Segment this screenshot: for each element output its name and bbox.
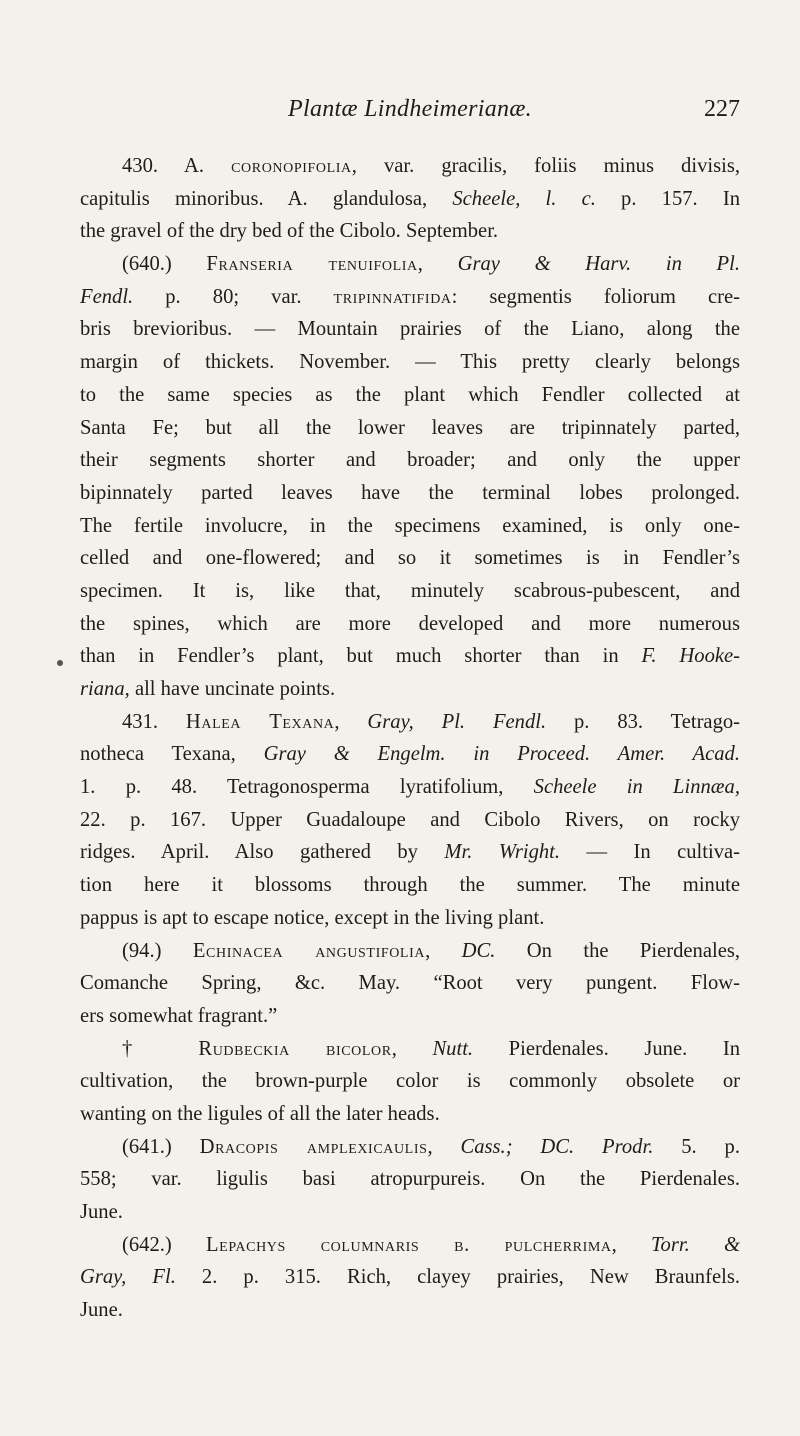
- text-run: On the Pierdenales,: [495, 939, 741, 962]
- text-line: [80, 869, 740, 902]
- text-run: bris brevioribus. — Mountain prairies of the Liano, along the: [80, 318, 740, 341]
- text-line: [80, 248, 740, 281]
- text-run: Santa Fe; but all the lower leaves are tripinnately parted,: [80, 416, 740, 439]
- citation-italic: Scheele in Linnæa,: [533, 776, 740, 799]
- text-line: [80, 1033, 740, 1066]
- taxon-name: Dracopis amplexicaulis: [199, 1135, 428, 1158]
- citation-italic: riana: [80, 678, 125, 700]
- taxon-name: tripinnatifida: [333, 285, 452, 308]
- text-run: ,: [427, 1135, 461, 1158]
- text-line: [80, 738, 740, 771]
- text-line: [80, 412, 740, 445]
- text-line: [80, 379, 740, 412]
- text-line: [80, 935, 740, 968]
- margin-dot-mark: [57, 660, 63, 666]
- text-line: [80, 510, 740, 543]
- text-run: the gravel of the dry bed of the Cibolo. September.: [80, 220, 499, 243]
- citation-italic: Cass.; DC. Prodr.: [460, 1135, 654, 1158]
- text-line: [80, 1261, 740, 1294]
- text-run: the spines, which are more developed and more numerous: [80, 612, 740, 635]
- text-run: ers somewhat fragrant.”: [80, 1004, 278, 1027]
- text-run: June.: [80, 1299, 123, 1322]
- citation-italic: F. Hooke-: [641, 645, 740, 668]
- page-number: 227: [704, 96, 740, 122]
- text-run: ,: [391, 1037, 433, 1060]
- text-run: 430. A.: [122, 155, 232, 177]
- text-line: [80, 1000, 740, 1033]
- text-run: margin of thickets. November. — This pretty clearly belongs: [80, 351, 740, 374]
- text-line: [80, 575, 740, 608]
- text-line: [80, 1229, 740, 1262]
- text-line: [80, 967, 740, 1000]
- running-header: [80, 96, 740, 130]
- taxon-name: coronopifolia: [231, 155, 352, 177]
- citation-italic: Gray & Engelm. in Proceed. Amer. Acad.: [263, 743, 740, 766]
- taxon-name: Rudbeckia bicolor: [198, 1037, 392, 1060]
- text-line: [80, 640, 740, 673]
- text-run: The fertile involucre, in the specimens examined, is only one-: [80, 514, 740, 537]
- citation-italic: Scheele, l. c.: [452, 187, 596, 210]
- text-line: [80, 215, 740, 248]
- citation-italic: Torr. &: [651, 1233, 741, 1256]
- text-run: specimen. It is, like that, minutely scabrous-pubescent, and: [80, 579, 740, 602]
- taxon-name: Lepachys columnaris β. pulcherrima: [206, 1233, 612, 1256]
- text-line: [80, 706, 740, 739]
- text-run: p. 157. In: [595, 187, 741, 210]
- text-run: Comanche Spring, &c. May. “Root very pungent. Flow-: [80, 972, 740, 995]
- text-run: than in Fendler’s plant, but much shorter than in: [80, 645, 642, 668]
- text-line: [80, 902, 740, 935]
- citation-italic: Fendl.: [80, 285, 134, 308]
- text-line: [80, 804, 740, 837]
- text-line: [80, 1163, 740, 1196]
- text-line: [80, 771, 740, 804]
- text-line: [80, 608, 740, 641]
- text-run: June.: [80, 1201, 123, 1223]
- text-run: : segmentis foliorum cre-: [451, 285, 740, 308]
- text-line: [80, 1196, 740, 1229]
- text-run: Pierdenales. June. In: [473, 1037, 740, 1060]
- text-run: (642.): [122, 1233, 206, 1256]
- taxon-name: Halea Texana: [185, 710, 335, 733]
- text-line: [80, 183, 740, 216]
- text-run: †: [122, 1037, 199, 1060]
- text-run: 431.: [122, 710, 186, 733]
- text-line: [80, 1065, 740, 1098]
- text-run: notheca Texana,: [80, 743, 264, 766]
- text-run: to the same species as the plant which Fendler collected at: [80, 383, 740, 406]
- citation-italic: Gray & Harv. in Pl.: [457, 253, 740, 276]
- text-run: capitulis minoribus. A. glandulosa,: [80, 187, 453, 210]
- text-line: [80, 1131, 740, 1164]
- text-line: [80, 1294, 740, 1327]
- text-run: — In cultiva-: [560, 841, 740, 864]
- text-run: 2. p. 315. Rich, clayey prairies, New Braunfels.: [175, 1266, 740, 1289]
- text-line: [80, 444, 740, 477]
- text-line: [80, 673, 740, 706]
- text-line: [80, 477, 740, 510]
- text-run: (641.): [122, 1135, 200, 1158]
- text-run: , all have uncinate points.: [124, 678, 336, 700]
- citation-italic: DC.: [461, 939, 496, 962]
- text-line: [80, 313, 740, 346]
- text-run: 22. p. 167. Upper Guadaloupe and Cibolo Rivers, on rocky: [80, 808, 740, 831]
- text-line: [80, 1098, 740, 1131]
- text-line: [80, 836, 740, 869]
- text-run: tion here it blossoms through the summer. The minute: [80, 874, 740, 897]
- citation-italic: Mr. Wright.: [444, 841, 561, 864]
- taxon-name: Echinacea angustifolia: [192, 939, 426, 962]
- text-line: [80, 542, 740, 575]
- text-run: , var. gracilis, foliis minus divisis,: [351, 155, 740, 177]
- running-title: Plantæ Lindheimerianæ.: [288, 96, 532, 122]
- text-body: [80, 150, 740, 1327]
- text-run: ,: [611, 1233, 651, 1256]
- text-run: their segments shorter and broader; and only the upper: [80, 449, 740, 472]
- text-run: 1. p. 48. Tetragonosperma lyratifolium,: [80, 776, 534, 799]
- text-run: (640.): [122, 253, 207, 276]
- text-line: [80, 281, 740, 314]
- text-run: wanting on the ligules of all the later heads.: [80, 1102, 440, 1125]
- text-run: ,: [417, 253, 458, 276]
- text-run: bipinnately parted leaves have the terminal lobes prolonged.: [80, 481, 740, 504]
- text-run: ,: [334, 710, 368, 733]
- text-run: 558; var. ligulis basi atropurpureis. On the Pierdenales.: [80, 1168, 740, 1191]
- text-run: 5. p.: [653, 1135, 740, 1158]
- text-run: p. 80; var.: [133, 285, 334, 308]
- citation-italic: Gray, Pl. Fendl.: [367, 710, 547, 733]
- text-run: ,: [425, 939, 462, 962]
- text-run: p. 83. Tetrago-: [546, 710, 741, 733]
- text-line: [80, 346, 740, 379]
- taxon-name: Franseria tenuifolia: [206, 253, 418, 276]
- text-run: ridges. April. Also gathered by: [80, 841, 445, 864]
- text-run: (94.): [122, 939, 193, 962]
- text-line: [80, 150, 740, 183]
- text-run: celled and one-flowered; and so it sometimes is in Fendler’s: [80, 547, 740, 570]
- citation-italic: Nutt.: [432, 1037, 474, 1060]
- text-run: cultivation, the brown-purple color is commonly obsolete or: [80, 1070, 740, 1093]
- citation-italic: Gray, Fl.: [80, 1266, 176, 1289]
- text-run: pappus is apt to escape notice, except in the living plant.: [80, 906, 545, 929]
